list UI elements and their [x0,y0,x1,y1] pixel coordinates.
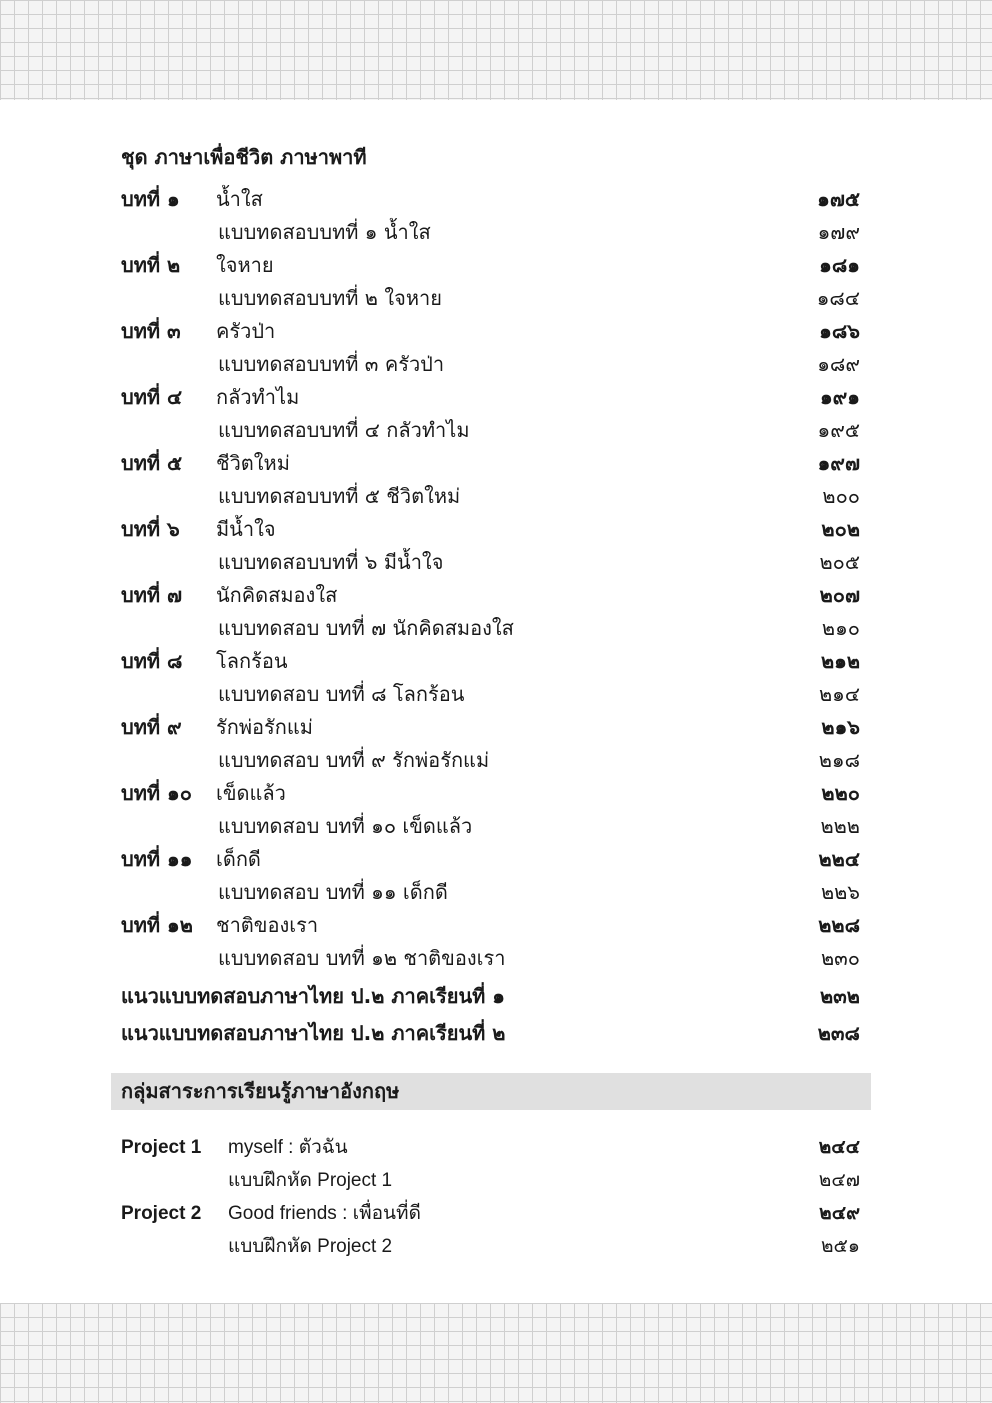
toc-test-row[interactable] [0,480,992,513]
entry-title: myself : ตัวฉัน [228,1137,348,1158]
entry-title: แบบฝึกหัด Project 2 [228,1236,393,1257]
page-number: ๑๗๕ [817,187,860,211]
entry-title: รักพ่อรักแม่ [216,715,313,739]
page-number: ๒๑๒ [820,649,860,673]
entry-title: แบบทดสอบ บทที่ ๑๐ เข็ดแล้ว [218,814,473,838]
page-number: ๒๒๒ [820,814,860,838]
page-number: ๒๑๘ [818,748,860,772]
page-number: ๒๓๐ [820,946,860,970]
entry-title: แบบทดสอบบทที่ ๖ มีน้ำใจ [218,550,444,574]
toc-test-row[interactable] [0,678,992,711]
page-number: ๑๘๑ [819,253,860,277]
toc-test-row[interactable] [0,612,992,645]
chapter-label: บทที่ ๘ [121,649,183,673]
thai-toc-list [0,183,992,975]
english-section-bar [111,1073,871,1110]
toc-chapter-row[interactable] [0,843,992,876]
page-number: ๑๙๕ [817,418,860,442]
english-toc-list [0,1131,992,1263]
chapter-label: บทที่ ๓ [121,319,181,343]
guide-entry[interactable] [0,1016,992,1050]
toc-test-row[interactable] [0,810,992,843]
page-number: ๑๘๖ [819,319,860,343]
entry-title: เข็ดแล้ว [216,781,286,805]
toc-chapter-row[interactable] [0,183,992,216]
entry-title: ครัวป่า [216,319,276,343]
chapter-label: บทที่ ๒ [121,253,181,277]
page-number: ๒๑๐ [821,616,860,640]
toc-chapter-row[interactable] [0,909,992,942]
chapter-label: บทที่ ๖ [121,517,180,541]
chapter-label: บทที่ ๔ [121,385,183,409]
toc-test-row[interactable] [0,1230,992,1263]
entry-title: แบบทดสอบ บทที่ ๑๑ เด็กดี [218,880,448,904]
toc-test-row[interactable] [0,744,992,777]
page-number: ๒๑๖ [821,715,860,739]
page-number: ๒๕๑ [821,1235,860,1257]
page-number: ๑๙๑ [819,385,860,409]
page-number: ๒๔๗ [818,1169,860,1191]
guide-title: แนวแบบทดสอบภาษาไทย ป.๒ ภาคเรียนที่ ๑ [121,984,505,1008]
toc-test-row[interactable] [0,414,992,447]
entry-title: ชาติของเรา [216,913,319,937]
entry-title: แบบทดสอบ บทที่ ๘ โลกร้อน [218,682,465,706]
set-title: ชุด ภาษาเพื่อชีวิต ภาษาพาที [121,145,367,169]
entry-title: ชีวิตใหม่ [216,451,290,475]
entry-title: แบบทดสอบบทที่ ๓ ครัวป่า [218,352,445,376]
entry-title: กลัวทำไม [216,385,300,409]
page-number: ๑๙๗ [817,451,860,475]
entry-title: Good friends : เพื่อนที่ดี [228,1203,421,1224]
toc-test-row[interactable] [0,942,992,975]
toc-chapter-row[interactable] [0,1197,992,1230]
entry-title: แบบทดสอบ บทที่ ๗ นักคิดสมองใส [218,616,514,640]
entry-title: น้ำใส [216,187,263,211]
entry-title: แบบทดสอบบทที่ ๑ น้ำใส [218,220,431,244]
chapter-label: บทที่ ๑๒ [121,913,193,937]
page-number: ๒๒๐ [821,781,860,805]
chapter-label: บทที่ ๗ [121,583,183,607]
toc-test-row[interactable] [0,546,992,579]
entry-title: นักคิดสมองใส [216,583,338,607]
entry-title: เด็กดี [216,847,261,871]
chapter-label: Project 2 [121,1203,202,1224]
entry-title: แบบทดสอบบทที่ ๒ ใจหาย [218,286,442,310]
page-number: ๒๒๘ [818,913,860,937]
page-number: ๒๑๔ [818,682,860,706]
chapter-label: บทที่ ๑ [121,187,180,211]
toc-chapter-row[interactable] [0,1131,992,1164]
chapter-label: Project 1 [121,1137,202,1158]
page-number: ๑๗๙ [817,220,860,244]
toc-chapter-row[interactable] [0,513,992,546]
entry-title: โลกร้อน [216,649,288,673]
chapter-label: บทที่ ๑๑ [121,847,193,871]
page-number: ๑๘๙ [817,352,860,376]
chapter-label: บทที่ ๙ [121,715,182,739]
page-number: ๒๒๖ [820,880,860,904]
page-number: ๒๐๒ [821,517,860,541]
toc-chapter-row[interactable] [0,381,992,414]
toc-chapter-row[interactable] [0,315,992,348]
chapter-label: บทที่ ๑๐ [121,781,192,805]
page-number: ๒๒๔ [818,847,860,871]
toc-test-row[interactable] [0,216,992,249]
toc-chapter-row[interactable] [0,579,992,612]
page-number: ๒๐๐ [822,484,860,508]
entry-title: แบบทดสอบบทที่ ๔ กลัวทำไม [218,418,470,442]
entry-title: แบบฝึกหัด Project 1 [228,1170,393,1191]
toc-test-row[interactable] [0,282,992,315]
section-heading: กลุ่มสาระการเรียนรู้ภาษาอังกฤษ [121,1079,400,1103]
guide-page: ๒๓๘ [817,1021,860,1045]
entry-title: แบบทดสอบ บทที่ ๙ รักพ่อรักแม่ [218,748,490,772]
page-number: ๒๔๔ [818,1136,860,1158]
guide-page: ๒๓๒ [819,984,860,1008]
entry-title: ใจหาย [216,253,274,277]
toc-test-row[interactable] [0,876,992,909]
toc-chapter-row[interactable] [0,711,992,744]
page-number: ๒๐๕ [819,550,860,574]
guide-entry[interactable] [0,979,992,1013]
toc-chapter-row[interactable] [0,249,992,282]
toc-chapter-row[interactable] [0,645,992,678]
chapter-label: บทที่ ๕ [121,451,183,475]
toc-chapter-row[interactable] [0,447,992,480]
entry-title: แบบทดสอบบทที่ ๕ ชีวิตใหม่ [218,484,461,508]
page-number: ๑๘๔ [816,286,860,310]
page-number: ๒๔๙ [819,1202,860,1224]
entry-title: มีน้ำใจ [216,517,276,541]
guide-title: แนวแบบทดสอบภาษาไทย ป.๒ ภาคเรียนที่ ๒ [121,1021,506,1045]
toc-test-row[interactable] [0,1164,992,1197]
entry-title: แบบทดสอบ บทที่ ๑๒ ชาติของเรา [218,946,506,970]
toc-chapter-row[interactable] [0,777,992,810]
toc-test-row[interactable] [0,348,992,381]
page-number: ๒๐๗ [819,583,860,607]
